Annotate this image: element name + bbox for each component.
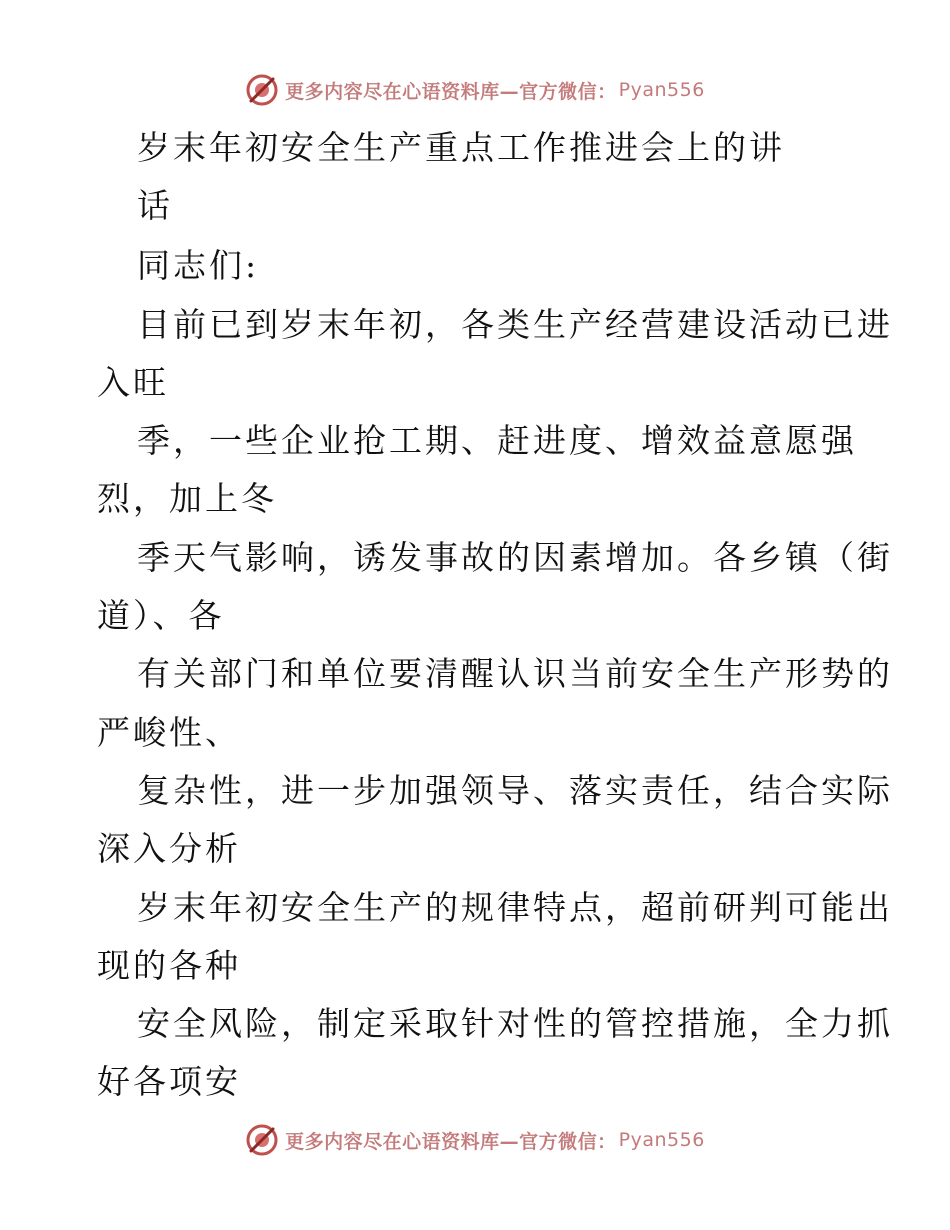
paragraph-line: 好各项安 <box>97 1062 241 1101</box>
paragraph-line: 深入分析 <box>97 829 241 868</box>
watermark-text: 更多内容尽在心语资料库—官方微信： <box>285 80 617 103</box>
document-title-line-1: 岁末年初安全生产重点工作推进会上的讲 <box>137 128 785 167</box>
brand-logo-icon <box>245 1123 279 1157</box>
document-title-line-2: 话 <box>137 186 173 225</box>
paragraph-line: 烈，加上冬 <box>97 479 277 518</box>
paragraph-line: 安全风险，制定采取针对性的管控措施，全力抓 <box>137 1004 893 1043</box>
paragraph-line: 现的各种 <box>97 946 241 985</box>
paragraph-line: 入旺 <box>97 363 169 402</box>
paragraph-line: 季天气影响，诱发事故的因素增加。各乡镇（街 <box>137 538 893 577</box>
paragraph-line: 岁末年初安全生产的规律特点，超前研判可能出 <box>137 888 893 927</box>
brand-logo-icon <box>245 73 279 107</box>
paragraph-line: 季，一些企业抢工期、赶进度、增效益意愿强 <box>137 421 857 460</box>
paragraph-line: 道）、各 <box>97 596 225 635</box>
watermark-text: 更多内容尽在心语资料库—官方微信： <box>285 1130 617 1153</box>
watermark-wechat-id: Pyan556 <box>618 1129 705 1151</box>
paragraph-line: 复杂性，进一步加强领导、落实责任，结合实际 <box>137 771 893 810</box>
paragraph-line: 目前已到岁末年初，各类生产经营建设活动已进 <box>137 305 893 344</box>
paragraph-line: 严峻性、 <box>97 713 241 752</box>
greeting: 同志们: <box>137 246 260 285</box>
footer-watermark <box>0 1120 950 1160</box>
watermark-wechat-id: Pyan556 <box>618 79 705 101</box>
header-watermark <box>0 70 950 110</box>
paragraph-line: 有关部门和单位要清醒认识当前安全生产形势的 <box>137 654 893 693</box>
